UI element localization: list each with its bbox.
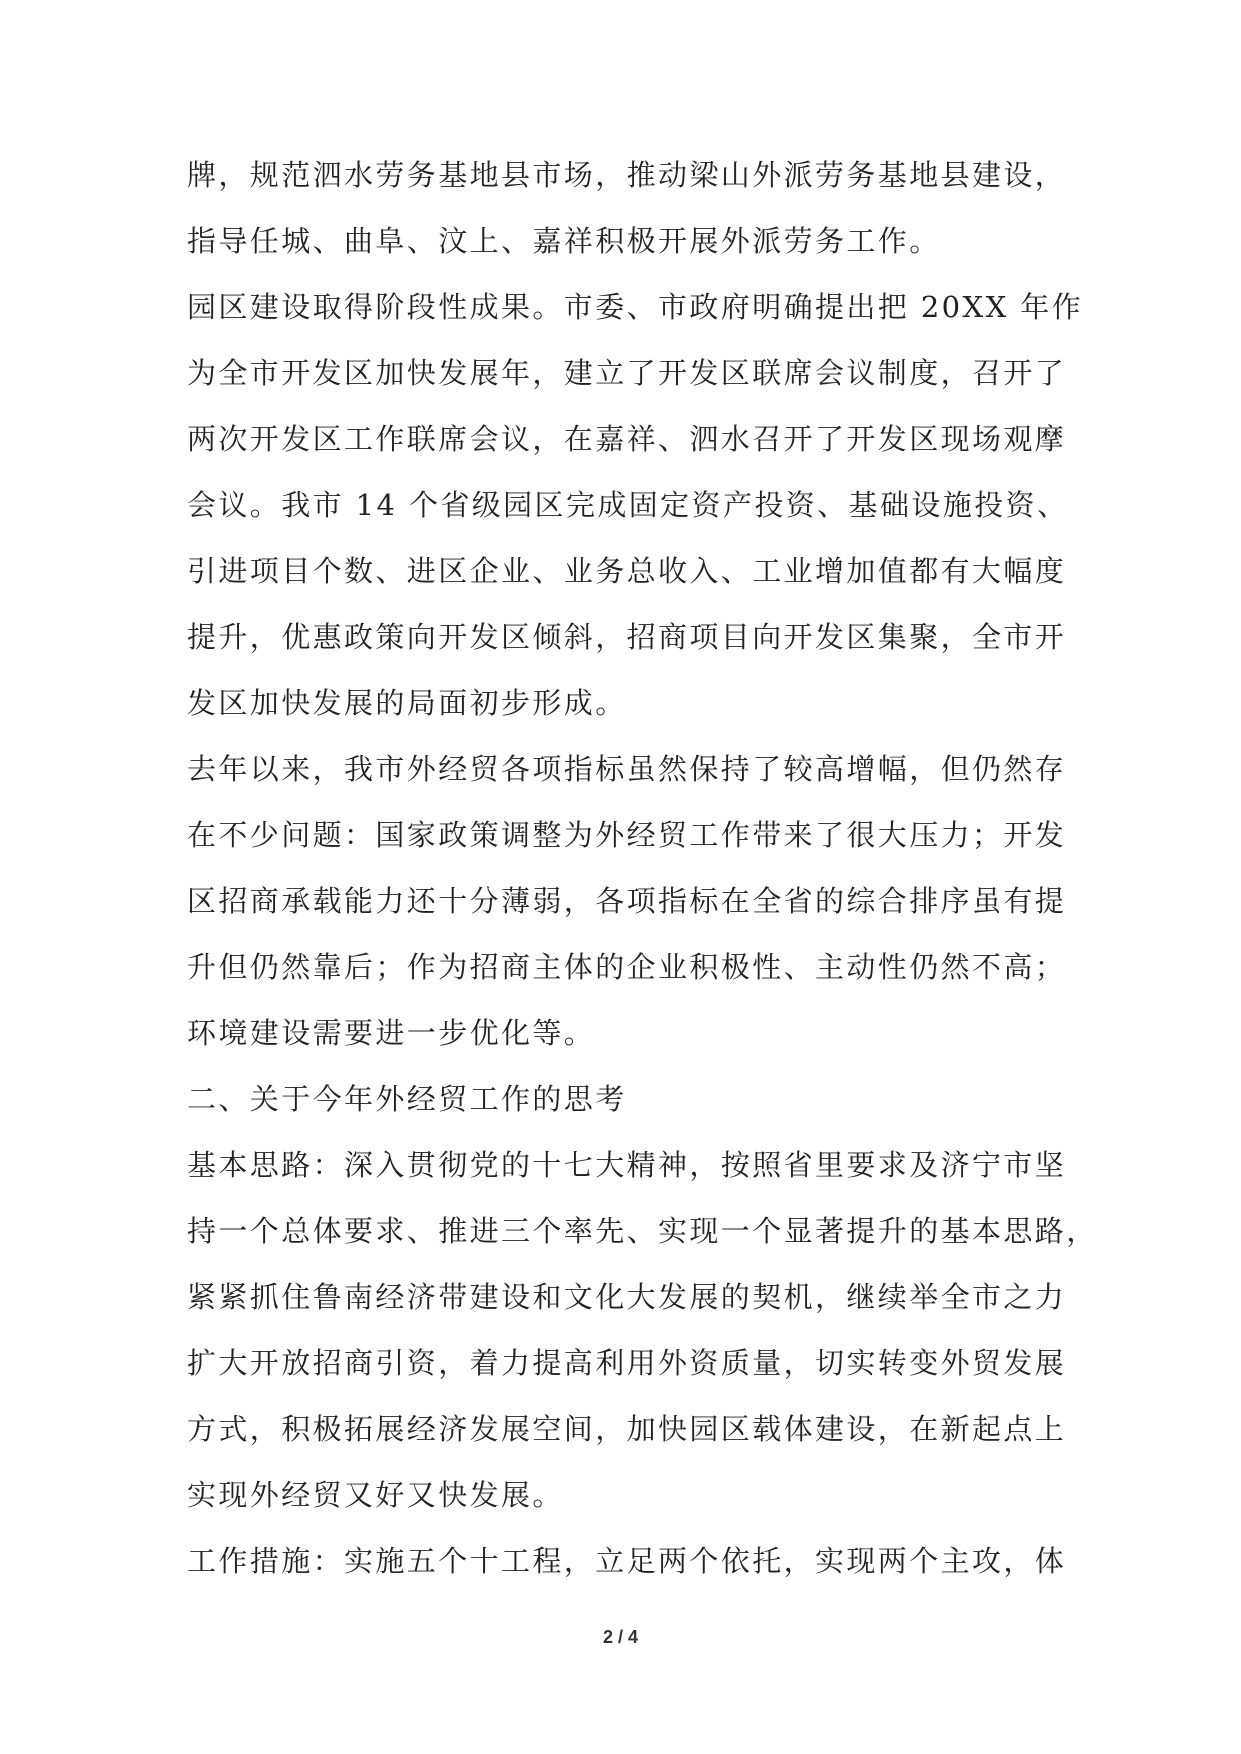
text-line: 牌，规范泗水劳务基地县市场，推动梁山外派劳务基地县建设， bbox=[187, 158, 1067, 192]
section-heading: 二、关于今年外经贸工作的思考 bbox=[187, 1082, 627, 1116]
text-line: 升但仍然靠后；作为招商主体的企业积极性、主动性仍然不高； bbox=[187, 950, 1067, 984]
text-line: 环境建设需要进一步优化等。 bbox=[187, 1016, 596, 1050]
text-line: 持一个总体要求、推进三个率先、实现一个显著提升的基本思路， bbox=[187, 1214, 1098, 1248]
text-line: 扩大开放招商引资，着力提高利用外资质量，切实转变外贸发展 bbox=[187, 1346, 1067, 1380]
text-line: 实现外经贸又好又快发展。 bbox=[187, 1478, 564, 1512]
text-line: 引进项目个数、进区企业、业务总收入、工业增加值都有大幅度 bbox=[187, 554, 1067, 588]
text-line: 为全市开发区加快发展年，建立了开发区联席会议制度，召开了 bbox=[187, 356, 1067, 390]
text-line: 区招商承载能力还十分薄弱，各项指标在全省的综合排序虽有提 bbox=[187, 884, 1067, 918]
text-line: 紧紧抓住鲁南经济带建设和文化大发展的契机，继续举全市之力 bbox=[187, 1280, 1067, 1314]
text-line: 方式，积极拓展经济发展空间，加快园区载体建设，在新起点上 bbox=[187, 1412, 1067, 1446]
text-line: 在不少问题：国家政策调整为外经贸工作带来了很大压力；开发 bbox=[187, 818, 1067, 852]
text-line: 提升，优惠政策向开发区倾斜，招商项目向开发区集聚，全市开 bbox=[187, 620, 1067, 654]
text-line: 两次开发区工作联席会议，在嘉祥、泗水召开了开发区现场观摩 bbox=[187, 422, 1067, 456]
text-line: 去年以来，我市外经贸各项指标虽然保持了较高增幅，但仍然存 bbox=[187, 752, 1067, 786]
text-line: 基本思路：深入贯彻党的十七大精神，按照省里要求及济宁市坚 bbox=[187, 1148, 1067, 1182]
text-line: 园区建设取得阶段性成果。市委、市政府明确提出把 20XX 年作 bbox=[187, 290, 1084, 324]
text-line: 发区加快发展的局面初步形成。 bbox=[187, 686, 627, 720]
document-body bbox=[187, 158, 1098, 1610]
text-line: 工作措施：实施五个十工程，立足两个依托，实现两个主攻，体 bbox=[187, 1544, 1067, 1578]
page-number: 2 / 4 bbox=[602, 1627, 639, 1647]
text-line: 会议。我市 14 个省级园区完成固定资产投资、基础设施投资、 bbox=[187, 488, 1069, 522]
text-line: 指导任城、曲阜、汶上、嘉祥积极开展外派劳务工作。 bbox=[187, 224, 941, 258]
